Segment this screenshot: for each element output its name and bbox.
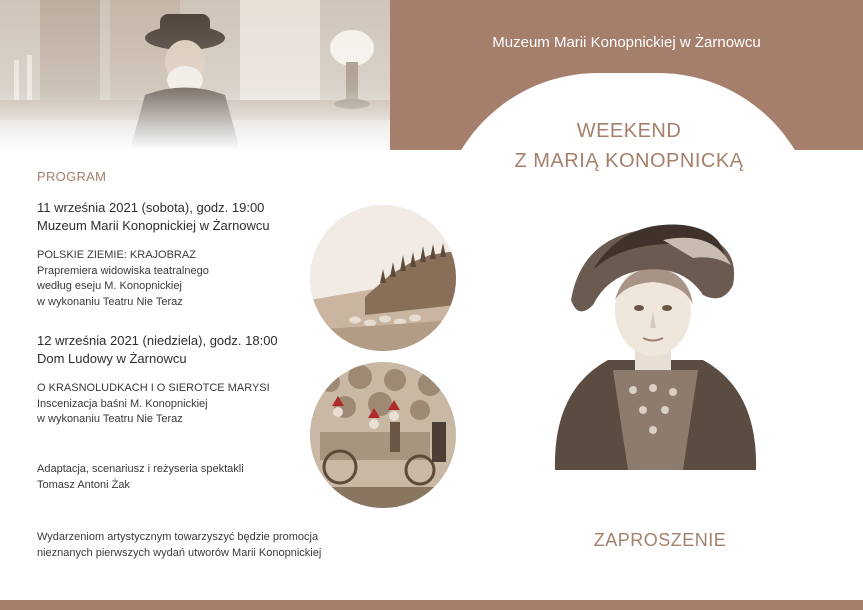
event-1-date: 11 września 2021 (sobota), godz. 19:00 (37, 200, 265, 215)
dwarves-cart-image (310, 362, 456, 508)
museum-name: Muzeum Marii Konopnickiej w Żarnowcu (492, 34, 761, 51)
event-2-venue: Dom Ludowy w Żarnowcu (37, 351, 187, 366)
footer-note-line: nieznanych pierwszych wydań utworów Marii Konopnickiej (37, 546, 322, 559)
landscape-image (310, 205, 456, 351)
credits-line: Adaptacja, scenariusz i reżyseria spektakli (37, 463, 244, 475)
event-2-description (37, 381, 270, 428)
event-2-line: O KRASNOLUDKACH I O SIEROTCE MARYSI (37, 382, 270, 394)
event-2-date: 12 września 2021 (niedziela), godz. 18:00 (37, 333, 278, 348)
event-1-line: według eseju M. Konopnickiej (37, 280, 182, 292)
event-1-description (37, 248, 209, 310)
event-1-line: Prapremiera widowiska teatralnego (37, 264, 209, 277)
event-title-line-1: WEEKEND (576, 120, 682, 142)
event-1-line: w wykonaniu Teatru Nie Teraz (37, 295, 183, 308)
event-title (470, 116, 788, 176)
portrait-image (553, 210, 758, 480)
event-2-line: Inscenizacja baśni M. Konopnickiej (37, 397, 208, 410)
event-2-line: w wykonaniu Teatru Nie Teraz (37, 413, 183, 425)
bottom-bar (0, 600, 863, 610)
event-1-line: POLSKIE ZIEMIE: KRAJOBRAZ (37, 249, 196, 261)
credits-line: Tomasz Antoni Żak (37, 478, 130, 491)
invitation-label: ZAPROSZENIE (593, 530, 727, 550)
event-title-line-2: Z MARIĄ KONOPNICKĄ (514, 150, 744, 172)
footer-note (37, 530, 321, 561)
event-1-venue: Muzeum Marii Konopnickiej w Żarnowcu (37, 218, 270, 233)
program-heading: PROGRAM (37, 169, 107, 184)
credits (37, 462, 244, 493)
top-photo (0, 0, 390, 150)
footer-note-line: Wydarzeniom artystycznym towarzyszyć będzie promocja (37, 531, 319, 543)
